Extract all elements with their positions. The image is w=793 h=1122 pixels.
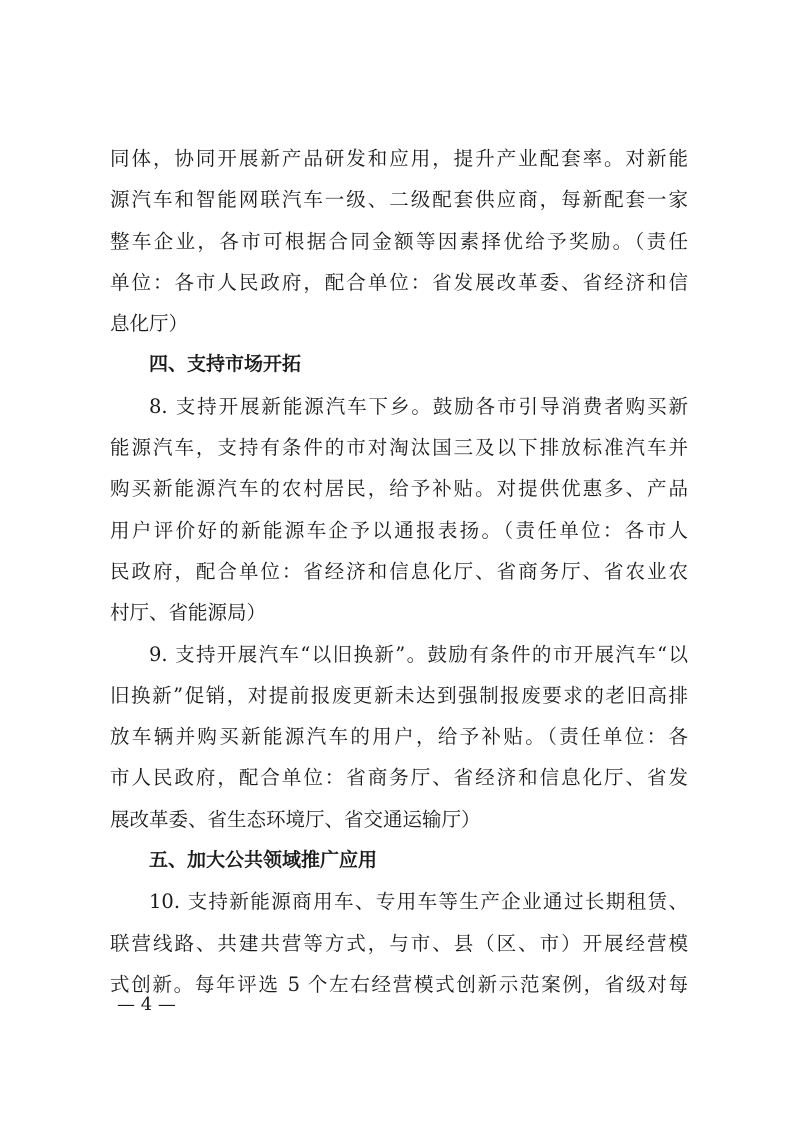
text-line-3: 整车企业，各市可根据合同金额等因素择优给予奖励。（责任 bbox=[110, 229, 688, 253]
text-line-1: 同体，协同开展新产品研发和应用，提升产业配套率。对新能 bbox=[110, 147, 688, 170]
text-line-15: 放车辆并购买新能源汽车的用户，给予补贴。（责任单位：各 bbox=[110, 725, 688, 749]
text-line-20: 联营线路、共建共营等方式，与市、县（区、市）开展经营模 bbox=[110, 931, 688, 955]
text-line-10: 用户评价好的新能源车企予以通报表扬。（责任单位：各市人 bbox=[110, 518, 688, 542]
text-line-14: 旧换新”促销，对提前报废更新未达到强制报废要求的老旧高排 bbox=[110, 683, 688, 707]
page-number: — 4 — bbox=[117, 994, 176, 1015]
text-line-21: 式创新。每年评选 5 个左右经营模式创新示范案例，省级对每 bbox=[110, 972, 688, 996]
section-heading-4: 四、支持市场开拓 bbox=[149, 353, 302, 376]
section-heading-5: 五、加大公共领域推广应用 bbox=[149, 849, 378, 872]
text-line-9: 购买新能源汽车的农村居民，给予补贴。对提供优惠多、产品 bbox=[110, 477, 688, 501]
text-line-17: 展改革委、省生态环境厅、省交通运输厅） bbox=[110, 807, 481, 831]
item-10-start: 10. 支持新能源商用车、专用车等生产企业通过长期租赁、 bbox=[149, 890, 688, 914]
text-line-11: 民政府，配合单位：省经济和信息化厅、省商务厅、省农业农 bbox=[110, 559, 688, 583]
text-line-2: 源汽车和智能网联汽车一级、二级配套供应商，每新配套一家 bbox=[110, 188, 688, 212]
item-9-start: 9. 支持开展汽车“以旧换新”。鼓励有条件的市开展汽车“以 bbox=[149, 642, 688, 666]
text-line-16: 市人民政府，配合单位：省商务厅、省经济和信息化厅、省发 bbox=[110, 766, 688, 790]
text-line-8: 能源汽车，支持有条件的市对淘汰国三及以下排放标准汽车并 bbox=[110, 436, 688, 460]
text-line-12: 村厅、省能源局） bbox=[110, 601, 267, 625]
text-line-5: 息化厅） bbox=[110, 312, 189, 336]
text-line-4: 单位：各市人民政府，配合单位：省发展改革委、省经济和信 bbox=[110, 270, 688, 294]
document-body bbox=[110, 138, 688, 1005]
item-8-start: 8. 支持开展新能源汽车下乡。鼓励各市引导消费者购买新 bbox=[149, 394, 688, 418]
